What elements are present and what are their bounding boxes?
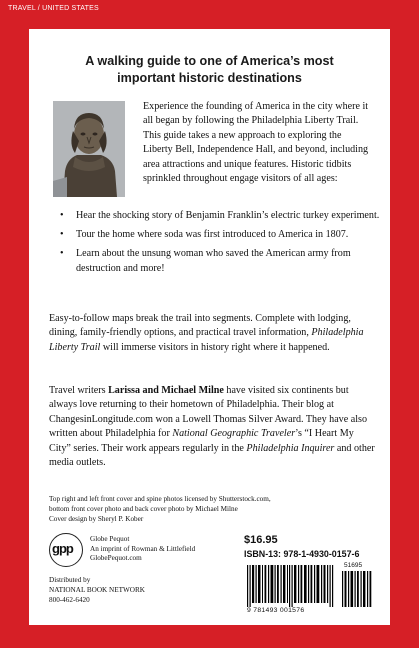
headline xyxy=(29,53,390,87)
barcode-digits: 9 781493 001576 xyxy=(247,607,305,614)
bio-text-a: Travel writers xyxy=(49,385,109,396)
list-item-text: Learn about the unsung woman who saved the American army from destruction and more! xyxy=(76,248,351,274)
credits-line-1: Top right and left front cover and spine photos licensed by Shutterstock.com, xyxy=(49,495,271,503)
gpp-logo-text: gpp xyxy=(52,541,73,556)
barcode xyxy=(241,562,377,618)
maps-paragraph xyxy=(49,312,375,355)
list-item xyxy=(60,247,381,275)
distributor-phone: 800-462-6420 xyxy=(49,596,90,604)
magazine-title: National Geographic Traveler xyxy=(172,428,296,440)
credits-line-3: Cover design by Sheryl P. Kober xyxy=(49,515,144,524)
list-item-text: Hear the shocking story of Benjamin Franklin’s electric turkey experiment. xyxy=(76,210,380,221)
franklin-statue-photo xyxy=(53,101,125,197)
price-label: $16.95 xyxy=(244,534,278,546)
headline-line-2: important historic destinations xyxy=(117,71,302,85)
bullet-icon: • xyxy=(60,248,64,260)
isbn-label: ISBN-13: 978-1-4930-0157-6 xyxy=(244,549,360,559)
headline-line-1: A walking guide to one of America’s most xyxy=(85,54,334,68)
distributor-line-2: NATIONAL BOOK NETWORK xyxy=(49,586,145,594)
credits-line-2: bottom front cover photo and back cover photo by Michael Milne xyxy=(49,505,238,514)
back-cover-panel xyxy=(29,29,390,625)
barcode-price-code: 51695 xyxy=(344,562,363,569)
list-item xyxy=(60,209,381,223)
author-bio xyxy=(49,384,375,470)
bio-text-d: and other media outlets. xyxy=(49,442,375,469)
para1-text-a: Easy-to-follow maps break the trail into segments. Complete with lodging, dining, family-friendly options, and practical travel information, xyxy=(49,313,351,339)
publisher-info xyxy=(90,535,195,564)
bio-text-c: ’s “I Heart My City” series. Their work appears regularly in the xyxy=(49,428,354,454)
distributor-info xyxy=(49,575,145,605)
list-item xyxy=(60,228,381,242)
distributor-line-1: Distributed by xyxy=(49,576,91,584)
list-item-text: Tour the home where soda was first introduced to America in 1807. xyxy=(76,229,349,241)
para1-text-b: will immerse visitors in history right where it happened. xyxy=(100,341,330,353)
bullet-icon: • xyxy=(60,210,64,221)
publisher-name: Globe Pequot xyxy=(90,535,130,543)
author-names: Larissa and Michael Milne xyxy=(108,385,224,396)
category-label: TRAVEL / UNITED STATES xyxy=(8,5,99,12)
photo-credits xyxy=(49,494,349,525)
bio-text-b: have visited six continents but always love returning to their hometown of Philadelphia. Their blog at ChangesinLongitude.com won a Lowell Thomas Silver Award. They have also written about Philadelphia for xyxy=(49,385,367,440)
publisher-block xyxy=(49,533,249,573)
feature-list xyxy=(60,209,381,281)
publisher-imprint: An imprint of Rowman & Littlefield xyxy=(90,544,196,553)
intro-paragraph: Experience the founding of America in the city where it all began by following the Philadelphia Liberty Trail. This guide takes a new approach to exploring the Liberty Bell, Independence Hall, and beyond, including area attractions and unique features. Historic tidbits sprinkled throughout engage visitors of all ages: xyxy=(143,101,369,185)
book-title: Philadelphia Liberty Trail xyxy=(49,327,364,353)
publisher-website: GlobePequot.com xyxy=(90,554,142,563)
newspaper-title: Philadelphia Inquirer xyxy=(246,442,335,454)
bullet-icon: • xyxy=(60,229,64,241)
